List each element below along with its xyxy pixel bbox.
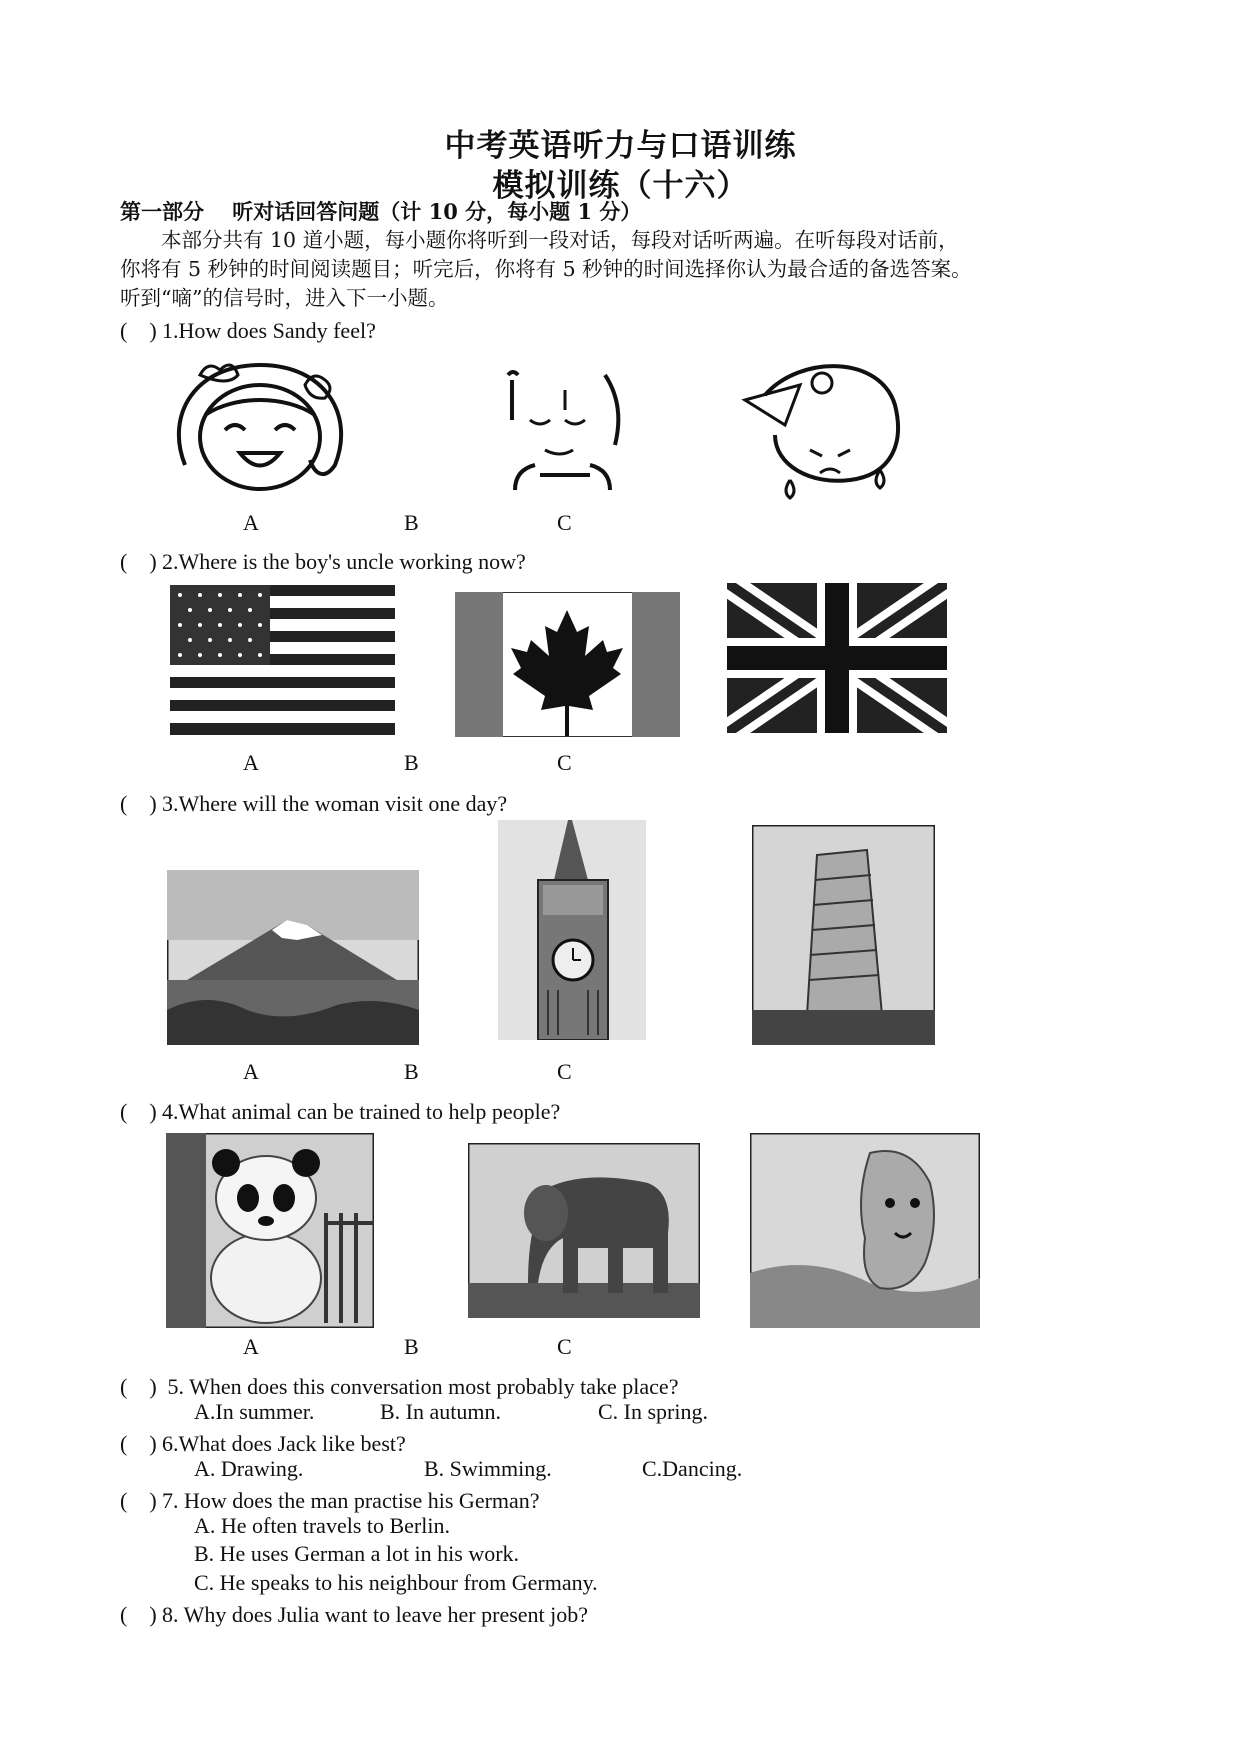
option-c[interactable]: C. In spring.: [598, 1399, 708, 1424]
page-title: 中考英语听力与口语训练: [444, 128, 797, 164]
question-text: 3.Where will the woman visit one day?: [162, 791, 508, 816]
option-b[interactable]: B. Swimming.: [424, 1456, 552, 1481]
option-label-b: B: [404, 1059, 419, 1084]
question-5: [120, 1370, 678, 1401]
option-label-a: A: [243, 750, 259, 775]
leaning-tower-pisa-photo[interactable]: [752, 825, 935, 1045]
canada-flag-icon[interactable]: [455, 592, 680, 737]
question-1: [120, 314, 376, 345]
option-label-c: C: [557, 510, 572, 535]
usa-flag-icon[interactable]: [170, 585, 395, 735]
answer-blank[interactable]: ( ): [120, 549, 157, 574]
option-label-b: B: [404, 750, 419, 775]
instructions-line-3: 听到“嘀”的信号时，进入下一小题。: [120, 286, 449, 310]
option-b[interactable]: B. He uses German a lot in his work.: [194, 1541, 520, 1566]
calm-girl-icon[interactable]: [500, 370, 630, 495]
uk-flag-icon[interactable]: [727, 583, 947, 733]
section-heading: 第一部分 听对话回答问题（计 10 分，每小题 1 分）: [120, 199, 642, 224]
option-label-c: C: [557, 1334, 572, 1359]
mount-fuji-photo[interactable]: [167, 870, 419, 1045]
question-text: 5. When does this conversation most probably take place?: [162, 1374, 679, 1399]
big-ben-photo[interactable]: [498, 820, 646, 1040]
option-label-b: B: [404, 510, 419, 535]
panda-photo[interactable]: [166, 1133, 374, 1328]
question-text: 4.What animal can be trained to help people?: [162, 1099, 561, 1124]
option-label-a: A: [243, 1334, 259, 1359]
answer-blank[interactable]: ( ): [120, 318, 157, 343]
option-a[interactable]: A. He often travels to Berlin.: [194, 1513, 450, 1538]
question-4: [120, 1095, 560, 1126]
answer-blank[interactable]: ( ): [120, 1374, 157, 1399]
question-text: 6.What does Jack like best?: [162, 1431, 406, 1456]
crying-girl-icon[interactable]: [740, 355, 920, 505]
answer-blank[interactable]: ( ): [120, 1602, 157, 1627]
question-text: 2.Where is the boy's uncle working now?: [162, 549, 526, 574]
instructions-line-1: 本部分共有 10 道小题，每小题你将听到一段对话，每段对话听两遍。在听每段对话前，: [120, 228, 959, 252]
option-c[interactable]: C.Dancing.: [642, 1456, 743, 1481]
elephant-photo[interactable]: [468, 1143, 700, 1318]
option-label-a: A: [243, 1059, 259, 1084]
option-b[interactable]: B. In autumn.: [380, 1399, 501, 1424]
question-text: 8. Why does Julia want to leave her present job?: [162, 1602, 589, 1627]
option-label-a: A: [243, 510, 259, 535]
lion-photo[interactable]: [750, 1133, 980, 1328]
question-8: [120, 1598, 588, 1629]
page-subtitle: 模拟训练（十六）: [492, 168, 749, 204]
question-text: 7. How does the man practise his German?: [162, 1488, 540, 1513]
option-a[interactable]: A. Drawing.: [194, 1456, 304, 1481]
smiling-girl-icon[interactable]: [165, 355, 355, 500]
option-a[interactable]: A.In summer.: [194, 1399, 315, 1424]
option-label-c: C: [557, 1059, 572, 1084]
question-2: [120, 545, 526, 576]
answer-blank[interactable]: ( ): [120, 1431, 157, 1456]
question-6: [120, 1427, 406, 1458]
answer-blank[interactable]: ( ): [120, 1488, 157, 1513]
option-label-c: C: [557, 750, 572, 775]
instructions-line-2: 你将有 5 秒钟的时间阅读题目；听完后，你将有 5 秒钟的时间选择你认为最合适的备选答案。: [120, 257, 972, 281]
question-7: [120, 1484, 540, 1515]
answer-blank[interactable]: ( ): [120, 791, 157, 816]
question-3: [120, 787, 507, 818]
option-c[interactable]: C. He speaks to his neighbour from Germany.: [194, 1570, 598, 1595]
question-text: 1.How does Sandy feel?: [162, 318, 376, 343]
option-label-b: B: [404, 1334, 419, 1359]
answer-blank[interactable]: ( ): [120, 1099, 157, 1124]
